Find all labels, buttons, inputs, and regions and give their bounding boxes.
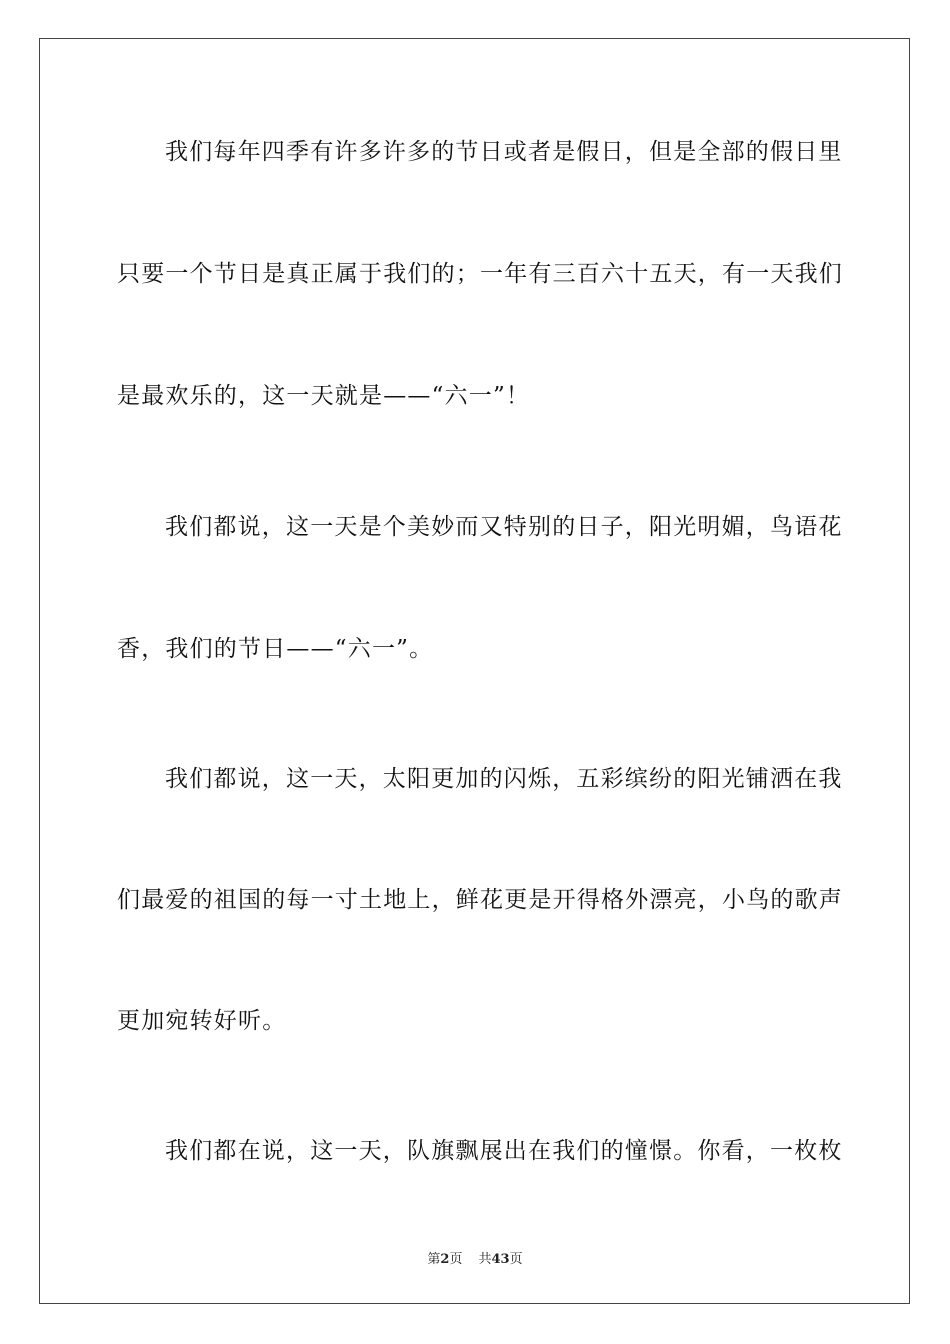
paragraph-3-line-3: 更加宛转好听。 — [117, 1008, 287, 1034]
paragraph-1-line-2: 只要一个节日是真正属于我们的；一年有三百六十五天，有一天我们 — [117, 261, 843, 287]
page-border — [39, 38, 910, 1304]
page-suffix: 页 — [449, 1252, 463, 1267]
paragraph-4-line-1: 我们都在说，这一天，队旗飘展出在我们的憧憬。你看，一枚枚 — [165, 1138, 843, 1164]
page-prefix: 第 — [427, 1252, 441, 1267]
total-prefix: 共 — [478, 1252, 492, 1267]
page-number: 2 — [440, 1252, 450, 1267]
page-footer — [0, 1248, 950, 1267]
paragraph-2-line-1: 我们都说，这一天是个美妙而又特别的日子，阳光明媚，鸟语花 — [165, 514, 843, 540]
total-pages: 43 — [491, 1252, 510, 1267]
paragraph-1-line-1: 我们每年四季有许多许多的节日或者是假日，但是全部的假日里 — [165, 139, 843, 165]
paragraph-2-line-2: 香，我们的节日——“六一”。 — [117, 636, 434, 662]
paragraph-3-line-1: 我们都说，这一天，太阳更加的闪烁，五彩缤纷的阳光铺洒在我 — [165, 766, 843, 792]
paragraph-3-line-2: 们最爱的祖国的每一寸土地上，鲜花更是开得格外漂亮，小鸟的歌声 — [117, 887, 843, 913]
total-suffix: 页 — [509, 1252, 523, 1267]
paragraph-1-line-3: 是最欢乐的，这一天就是——“六一”！ — [117, 383, 531, 409]
